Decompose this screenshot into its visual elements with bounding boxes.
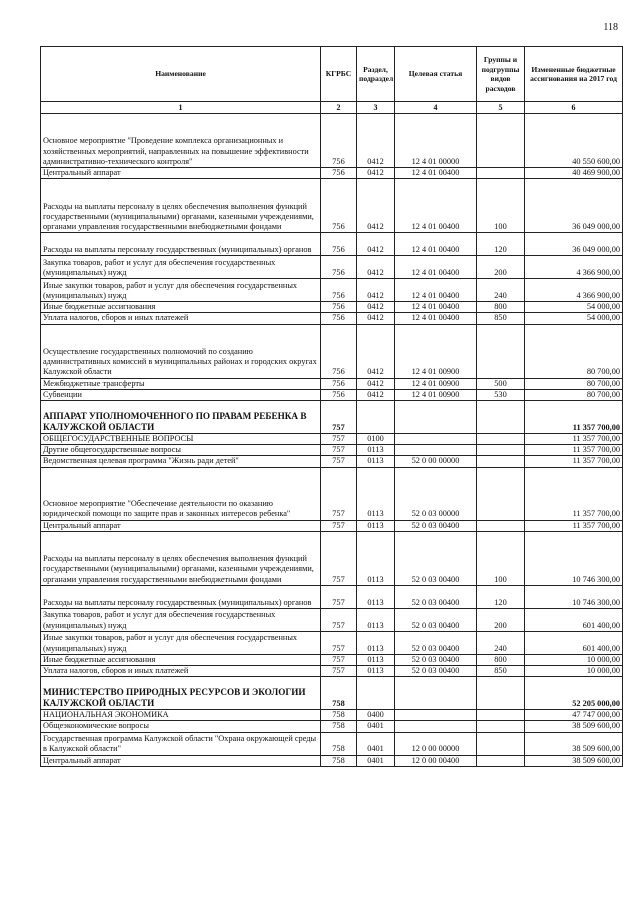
row-amount: 10 746 300,00	[525, 531, 623, 585]
row-group	[477, 114, 525, 168]
row-amount: 38 509 600,00	[525, 755, 623, 766]
row-group: 240	[477, 631, 525, 654]
row-target: 12 0 00 00000	[395, 732, 477, 755]
row-group: 240	[477, 279, 525, 302]
row-name: Центральный аппарат	[41, 755, 321, 766]
row-amount: 11 357 700,00	[525, 520, 623, 531]
row-amount: 36 049 000,00	[525, 233, 623, 256]
row-group	[477, 467, 525, 520]
header-razdel: Раздел, подраздел	[357, 47, 395, 102]
header-row	[41, 47, 623, 102]
row-razdel: 0412	[357, 313, 395, 324]
table-row	[41, 114, 623, 168]
row-name: Расходы на выплаты персоналу в целях обеспечения выполнения функций государственными (муниципальными) органами, казенными учреждениями, органами управления государственными внебюджетными фондами	[41, 179, 321, 233]
row-group	[477, 445, 525, 456]
column-number: 2	[321, 102, 357, 114]
row-kgrbs: 756	[321, 179, 357, 233]
row-amount: 38 509 600,00	[525, 732, 623, 755]
row-name: Центральный аппарат	[41, 168, 321, 179]
row-razdel: 0400	[357, 710, 395, 721]
row-kgrbs: 757	[321, 608, 357, 631]
column-number-row	[41, 102, 623, 114]
row-razdel: 0412	[357, 324, 395, 378]
row-name: ОБЩЕГОСУДАРСТВЕННЫЕ ВОПРОСЫ	[41, 434, 321, 445]
row-name: Иные бюджетные ассигнования	[41, 654, 321, 665]
row-group	[477, 434, 525, 445]
table-row	[41, 434, 623, 445]
row-amount: 40 469 900,00	[525, 168, 623, 179]
table-row	[41, 654, 623, 665]
row-kgrbs: 756	[321, 389, 357, 400]
row-razdel: 0412	[357, 378, 395, 389]
row-razdel: 0412	[357, 114, 395, 168]
row-group: 200	[477, 608, 525, 631]
row-group	[477, 710, 525, 721]
table-row	[41, 677, 623, 710]
row-kgrbs: 757	[321, 666, 357, 677]
row-amount: 54 000,00	[525, 313, 623, 324]
row-amount: 4 366 900,00	[525, 279, 623, 302]
row-name: Закупка товаров, работ и услуг для обеспечения государственных (муниципальных) нужд	[41, 608, 321, 631]
row-name: МИНИСТЕРСТВО ПРИРОДНЫХ РЕСУРСОВ И ЭКОЛОГИИ КАЛУЖСКОЙ ОБЛАСТИ	[41, 677, 321, 710]
table-row	[41, 755, 623, 766]
table-row	[41, 233, 623, 256]
table-row	[41, 456, 623, 467]
row-razdel: 0412	[357, 233, 395, 256]
table-row	[41, 531, 623, 585]
row-target: 12 4 01 00400	[395, 168, 477, 179]
row-razdel: 0113	[357, 531, 395, 585]
row-amount: 11 357 700,00	[525, 467, 623, 520]
table-row	[41, 467, 623, 520]
row-razdel: 0100	[357, 434, 395, 445]
row-group: 200	[477, 256, 525, 279]
row-target: 12 4 01 00400	[395, 313, 477, 324]
row-kgrbs: 757	[321, 401, 357, 434]
row-kgrbs: 757	[321, 585, 357, 608]
row-name: Иные бюджетные ассигнования	[41, 302, 321, 313]
row-kgrbs: 757	[321, 531, 357, 585]
row-name: Осуществление государственных полномочий по созданию административных комиссий в муниципальных районах и городских округах Калужской области	[41, 324, 321, 378]
row-amount: 10 000,00	[525, 666, 623, 677]
row-kgrbs: 756	[321, 168, 357, 179]
row-group: 530	[477, 389, 525, 400]
row-amount: 4 366 900,00	[525, 256, 623, 279]
row-name: Уплата налогов, сборов и иных платежей	[41, 666, 321, 677]
row-group: 100	[477, 179, 525, 233]
row-razdel: 0412	[357, 179, 395, 233]
header-kgrbs: КГРБС	[321, 47, 357, 102]
header-target: Целевая статья	[395, 47, 477, 102]
row-target	[395, 677, 477, 710]
row-name: АППАРАТ УПОЛНОМОЧЕННОГО ПО ПРАВАМ РЕБЕНКА В КАЛУЖСКОЙ ОБЛАСТИ	[41, 401, 321, 434]
row-amount: 10 000,00	[525, 654, 623, 665]
row-target: 12 4 01 00900	[395, 324, 477, 378]
row-razdel: 0113	[357, 467, 395, 520]
row-target: 12 4 01 00400	[395, 233, 477, 256]
row-kgrbs: 757	[321, 445, 357, 456]
row-amount: 601 400,00	[525, 608, 623, 631]
row-group: 850	[477, 666, 525, 677]
row-amount: 54 000,00	[525, 302, 623, 313]
row-target: 12 4 01 00400	[395, 256, 477, 279]
row-name: Ведомственная целевая программа "Жизнь ради детей"	[41, 456, 321, 467]
row-group	[477, 755, 525, 766]
row-kgrbs: 756	[321, 256, 357, 279]
row-kgrbs: 758	[321, 710, 357, 721]
table-row	[41, 389, 623, 400]
row-group	[477, 732, 525, 755]
row-kgrbs: 757	[321, 654, 357, 665]
table-row	[41, 666, 623, 677]
row-razdel: 0401	[357, 721, 395, 732]
row-razdel: 0113	[357, 631, 395, 654]
row-amount: 11 357 700,00	[525, 434, 623, 445]
row-target	[395, 445, 477, 456]
table-row	[41, 378, 623, 389]
row-razdel: 0113	[357, 608, 395, 631]
table-row	[41, 179, 623, 233]
row-razdel: 0113	[357, 666, 395, 677]
row-amount: 80 700,00	[525, 389, 623, 400]
row-group: 800	[477, 302, 525, 313]
row-target: 12 4 01 00400	[395, 302, 477, 313]
row-name: НАЦИОНАЛЬНАЯ ЭКОНОМИКА	[41, 710, 321, 721]
row-name: Государственная программа Калужской области "Охрана окружающей среды в Калужской области"	[41, 732, 321, 755]
row-target: 52 0 03 00000	[395, 467, 477, 520]
row-kgrbs: 757	[321, 520, 357, 531]
row-razdel	[357, 677, 395, 710]
row-kgrbs: 756	[321, 302, 357, 313]
table-row	[41, 710, 623, 721]
row-group: 120	[477, 585, 525, 608]
row-target	[395, 401, 477, 434]
column-number: 1	[41, 102, 321, 114]
row-target: 52 0 03 00400	[395, 631, 477, 654]
table-row	[41, 608, 623, 631]
table-row	[41, 324, 623, 378]
row-razdel: 0412	[357, 302, 395, 313]
row-group: 800	[477, 654, 525, 665]
row-kgrbs: 756	[321, 279, 357, 302]
row-target: 12 4 01 00400	[395, 279, 477, 302]
row-target	[395, 710, 477, 721]
row-group: 850	[477, 313, 525, 324]
row-target: 52 0 03 00400	[395, 520, 477, 531]
row-target: 52 0 03 00400	[395, 666, 477, 677]
row-name: Межбюджетные трансферты	[41, 378, 321, 389]
row-group: 500	[477, 378, 525, 389]
row-amount: 11 357 700,00	[525, 401, 623, 434]
row-group: 120	[477, 233, 525, 256]
row-razdel: 0412	[357, 389, 395, 400]
row-kgrbs: 756	[321, 114, 357, 168]
row-name: Центральный аппарат	[41, 520, 321, 531]
row-amount: 47 747 000,00	[525, 710, 623, 721]
row-target: 12 4 01 00000	[395, 114, 477, 168]
row-target: 12 0 00 00400	[395, 755, 477, 766]
table-row	[41, 721, 623, 732]
row-name: Расходы на выплаты персоналу государственных (муниципальных) органов	[41, 585, 321, 608]
row-kgrbs: 757	[321, 467, 357, 520]
column-number: 5	[477, 102, 525, 114]
row-razdel: 0113	[357, 445, 395, 456]
row-kgrbs: 757	[321, 434, 357, 445]
header-name: Наименование	[41, 47, 321, 102]
table-row	[41, 302, 623, 313]
row-target	[395, 434, 477, 445]
column-number: 4	[395, 102, 477, 114]
row-name: Другие общегосударственные вопросы	[41, 445, 321, 456]
row-razdel: 0113	[357, 585, 395, 608]
table-row	[41, 168, 623, 179]
row-razdel: 0412	[357, 279, 395, 302]
row-razdel	[357, 401, 395, 434]
row-group	[477, 168, 525, 179]
table-row	[41, 313, 623, 324]
row-amount: 80 700,00	[525, 324, 623, 378]
table-body	[41, 114, 623, 767]
table-row	[41, 631, 623, 654]
row-amount: 38 509 600,00	[525, 721, 623, 732]
row-target: 52 0 03 00400	[395, 585, 477, 608]
row-name: Расходы на выплаты персоналу в целях обеспечения выполнения функций государственными (муниципальными) органами, казенными учреждениями, органами управления государственными внебюджетными фондами	[41, 531, 321, 585]
table-row	[41, 401, 623, 434]
row-name: Расходы на выплаты персоналу государственных (муниципальных) органов	[41, 233, 321, 256]
row-razdel: 0401	[357, 755, 395, 766]
row-group: 100	[477, 531, 525, 585]
row-name: Общеэкономические вопросы	[41, 721, 321, 732]
row-kgrbs: 756	[321, 313, 357, 324]
row-target: 52 0 00 00000	[395, 456, 477, 467]
row-name: Основное мероприятие "Проведение комплекса организационных и хозяйственных мероприятий, направленных на повышение эффективности административно-технического контроля"	[41, 114, 321, 168]
row-amount: 11 357 700,00	[525, 445, 623, 456]
row-target: 12 4 01 00400	[395, 179, 477, 233]
row-amount: 36 049 000,00	[525, 179, 623, 233]
row-target: 52 0 03 00400	[395, 531, 477, 585]
row-group	[477, 456, 525, 467]
row-razdel: 0113	[357, 520, 395, 531]
budget-table	[40, 46, 623, 767]
row-group	[477, 324, 525, 378]
row-razdel: 0412	[357, 168, 395, 179]
row-razdel: 0412	[357, 256, 395, 279]
row-name: Субвенции	[41, 389, 321, 400]
page-number: 118	[603, 22, 618, 33]
row-kgrbs: 758	[321, 755, 357, 766]
table-row	[41, 585, 623, 608]
row-group	[477, 401, 525, 434]
row-kgrbs: 758	[321, 732, 357, 755]
row-kgrbs: 757	[321, 631, 357, 654]
row-kgrbs: 757	[321, 456, 357, 467]
row-name: Основное мероприятие "Обеспечение деятельности по оказанию юридической помощи по защите прав и законных интересов ребенка"	[41, 467, 321, 520]
row-target: 12 4 01 00900	[395, 389, 477, 400]
row-name: Закупка товаров, работ и услуг для обеспечения государственных (муниципальных) нужд	[41, 256, 321, 279]
row-target: 52 0 03 00400	[395, 654, 477, 665]
row-kgrbs: 758	[321, 721, 357, 732]
row-target: 52 0 03 00400	[395, 608, 477, 631]
row-name: Иные закупки товаров, работ и услуг для обеспечения государственных (муниципальных) нужд	[41, 631, 321, 654]
row-target: 12 4 01 00900	[395, 378, 477, 389]
table-row	[41, 279, 623, 302]
row-group	[477, 677, 525, 710]
row-target	[395, 721, 477, 732]
row-kgrbs: 756	[321, 233, 357, 256]
row-amount: 40 550 600,00	[525, 114, 623, 168]
table-row	[41, 445, 623, 456]
row-razdel: 0401	[357, 732, 395, 755]
table-row	[41, 520, 623, 531]
row-group	[477, 721, 525, 732]
row-amount: 80 700,00	[525, 378, 623, 389]
row-group	[477, 520, 525, 531]
row-amount: 10 746 300,00	[525, 585, 623, 608]
column-number: 6	[525, 102, 623, 114]
row-kgrbs: 756	[321, 324, 357, 378]
header-amount: Измененные бюджетные ассигнования на 2017 год	[525, 47, 623, 102]
table-row	[41, 732, 623, 755]
row-name: Иные закупки товаров, работ и услуг для обеспечения государственных (муниципальных) нужд	[41, 279, 321, 302]
row-amount: 11 357 700,00	[525, 456, 623, 467]
row-razdel: 0113	[357, 456, 395, 467]
table-row	[41, 256, 623, 279]
column-number: 3	[357, 102, 395, 114]
row-kgrbs: 756	[321, 378, 357, 389]
row-amount: 52 205 000,00	[525, 677, 623, 710]
row-amount: 601 400,00	[525, 631, 623, 654]
row-razdel: 0113	[357, 654, 395, 665]
row-kgrbs: 758	[321, 677, 357, 710]
header-group: Группы и подгруппы видов расходов	[477, 47, 525, 102]
row-name: Уплата налогов, сборов и иных платежей	[41, 313, 321, 324]
